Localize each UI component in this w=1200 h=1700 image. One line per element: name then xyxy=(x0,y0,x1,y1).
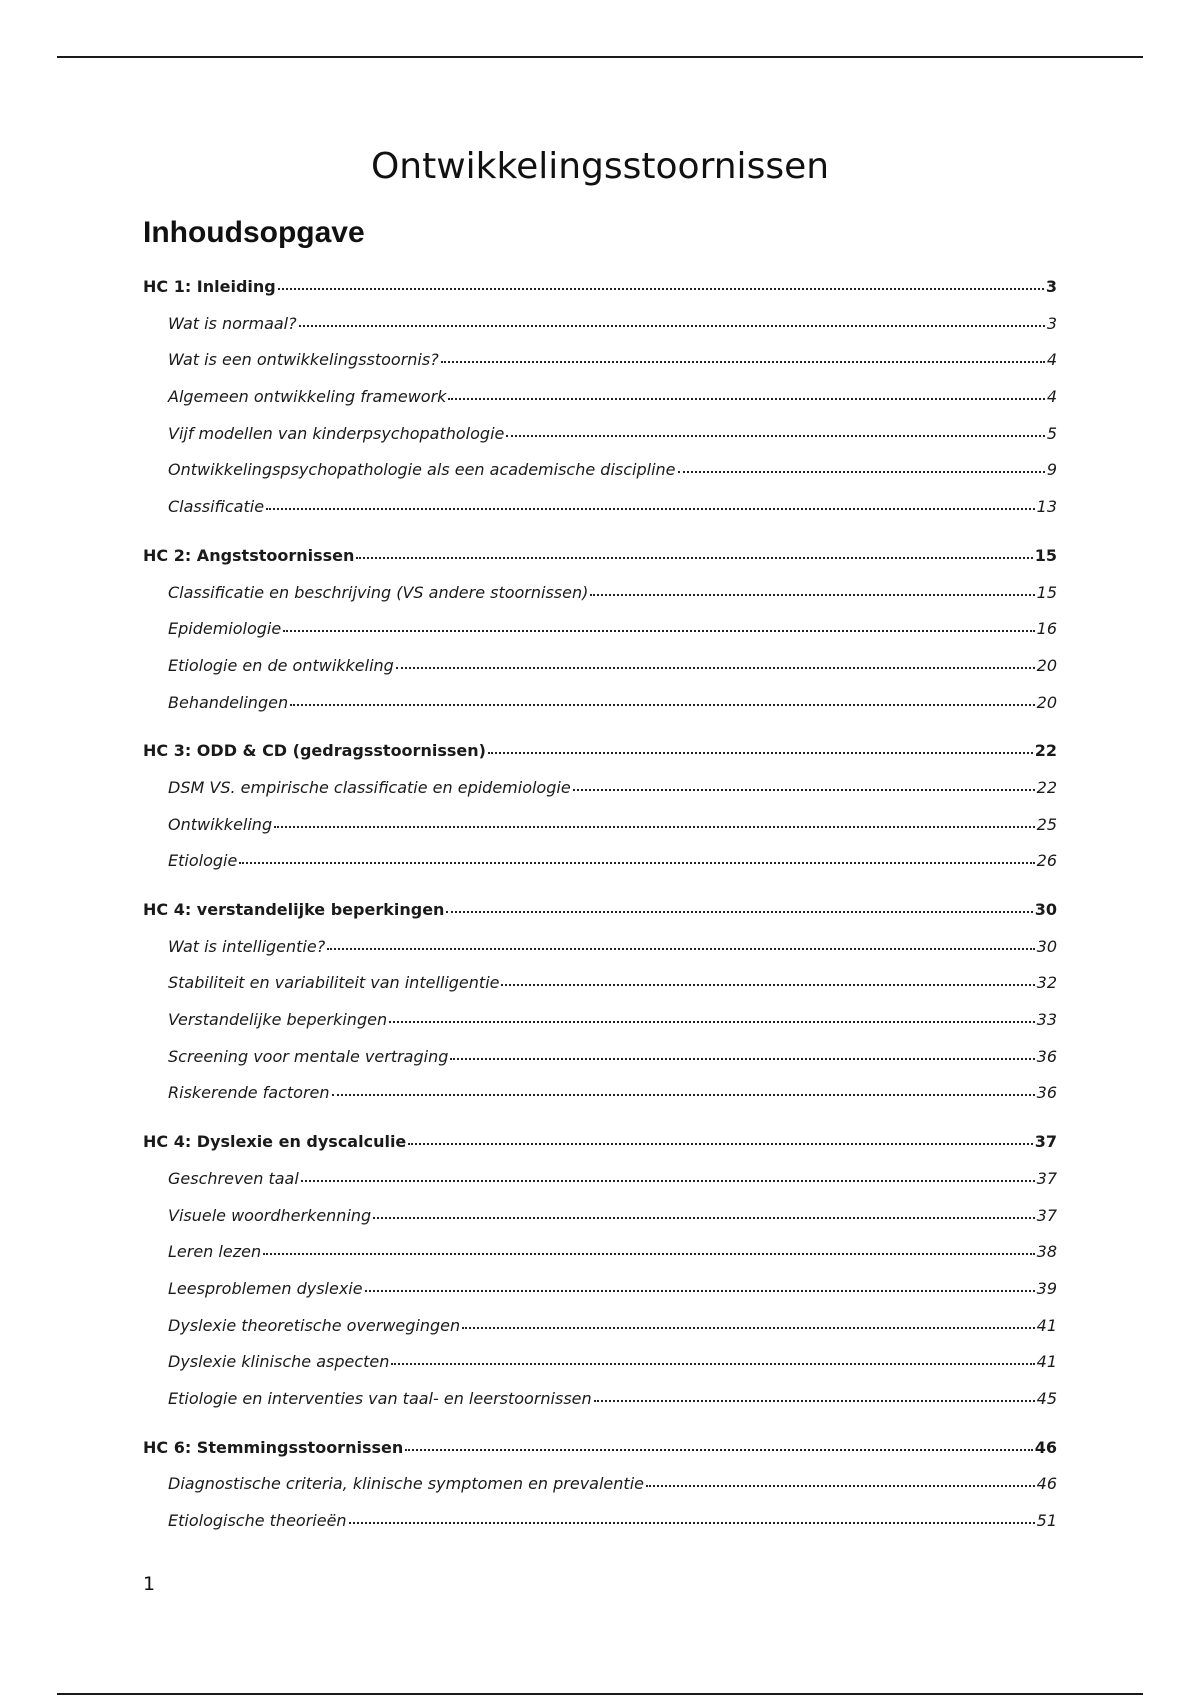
toc-entry-page: 20 xyxy=(1036,655,1057,675)
toc-section-entry[interactable] xyxy=(143,851,1057,888)
toc-entry-title: Epidemiologie xyxy=(168,619,282,639)
toc-entry-page: 30 xyxy=(1036,936,1057,956)
toc-section-entry[interactable] xyxy=(143,350,1057,387)
toc-entry-title: Verstandelijke beperkingen xyxy=(168,1010,388,1030)
page-number: 1 xyxy=(143,1573,156,1595)
toc-entry-page: 41 xyxy=(1036,1352,1057,1372)
toc-entry-title: Leesproblemen dyslexie xyxy=(168,1278,363,1298)
toc-entry-page: 39 xyxy=(1036,1278,1057,1298)
toc-dot-leader xyxy=(283,630,1034,632)
toc-entry-title: DSM VS. empirische classificatie en epidemiologie xyxy=(168,777,571,797)
toc-entry-title: Vijf modellen van kinderpsychopathologie xyxy=(168,423,505,443)
toc-entry-title: HC 4: Dyslexie en dyscalculie xyxy=(143,1132,407,1152)
table-of-contents xyxy=(143,277,1057,1560)
document-title: Ontwikkelingsstoornissen xyxy=(370,146,830,187)
toc-section-entry[interactable] xyxy=(143,619,1057,656)
toc-entry-page: 36 xyxy=(1036,1046,1057,1066)
header-rule xyxy=(57,56,1143,58)
toc-section-entry[interactable] xyxy=(143,1169,1057,1206)
toc-section-entry[interactable] xyxy=(143,1010,1057,1047)
toc-entry-page: 36 xyxy=(1036,1083,1057,1103)
toc-dot-leader xyxy=(462,1327,1035,1329)
toc-section-entry[interactable] xyxy=(143,1047,1057,1084)
toc-entry-page: 25 xyxy=(1036,814,1057,834)
toc-dot-leader xyxy=(278,288,1044,290)
toc-entry-page: 22 xyxy=(1036,777,1057,797)
toc-section-entry[interactable] xyxy=(143,973,1057,1010)
toc-dot-leader xyxy=(274,826,1035,828)
toc-dot-leader xyxy=(301,1180,1035,1182)
toc-entry-title: HC 3: ODD & CD (gedragsstoornissen) xyxy=(143,741,486,761)
toc-dot-leader xyxy=(488,752,1033,754)
toc-section-entry[interactable] xyxy=(143,1511,1057,1548)
toc-section-entry[interactable] xyxy=(143,1474,1057,1511)
toc-entry-page: 37 xyxy=(1036,1205,1057,1225)
toc-dot-leader xyxy=(450,1058,1034,1060)
toc-entry-page: 15 xyxy=(1036,582,1057,602)
toc-section-entry[interactable] xyxy=(143,693,1057,730)
toc-dot-leader xyxy=(506,435,1044,437)
toc-section-entry[interactable] xyxy=(143,387,1057,424)
toc-chapter-entry[interactable] xyxy=(143,546,1057,583)
toc-entry-page: 9 xyxy=(1046,460,1057,480)
toc-dot-leader xyxy=(678,471,1045,473)
toc-entry-page: 4 xyxy=(1046,387,1057,407)
toc-entry-page: 41 xyxy=(1036,1315,1057,1335)
toc-entry-page: 16 xyxy=(1036,619,1057,639)
toc-heading: Inhoudsopgave xyxy=(143,216,365,249)
toc-chapter-group xyxy=(143,900,1057,1120)
toc-chapter-entry[interactable] xyxy=(143,1132,1057,1169)
toc-entry-title: Etiologie xyxy=(168,851,238,871)
toc-dot-leader xyxy=(356,557,1032,559)
toc-dot-leader xyxy=(389,1021,1035,1023)
toc-entry-title: Wat is intelligentie? xyxy=(168,936,326,956)
toc-entry-page: 20 xyxy=(1036,692,1057,712)
toc-entry-page: 4 xyxy=(1046,350,1057,370)
toc-entry-title: Wat is een ontwikkelingsstoornis? xyxy=(168,350,439,370)
toc-dot-leader xyxy=(365,1290,1035,1292)
toc-entry-page: 37 xyxy=(1036,1168,1057,1188)
toc-entry-page: 3 xyxy=(1046,313,1057,333)
toc-dot-leader xyxy=(590,594,1034,596)
toc-entry-title: Etiologische theorieën xyxy=(168,1511,347,1530)
toc-dot-leader xyxy=(266,508,1035,510)
toc-section-entry[interactable] xyxy=(143,424,1057,461)
toc-dot-leader xyxy=(594,1400,1035,1402)
toc-dot-leader xyxy=(573,789,1035,791)
toc-section-entry[interactable] xyxy=(143,1242,1057,1279)
toc-dot-leader xyxy=(290,704,1035,706)
toc-chapter-entry[interactable] xyxy=(143,1438,1057,1475)
toc-entry-page: 26 xyxy=(1036,851,1057,871)
toc-entry-title: Etiologie en de ontwikkeling xyxy=(168,655,394,675)
toc-section-entry[interactable] xyxy=(143,1389,1057,1426)
toc-entry-title: Leren lezen xyxy=(168,1242,262,1262)
toc-entry-page: 46 xyxy=(1036,1474,1057,1494)
toc-dot-leader xyxy=(646,1485,1035,1487)
toc-section-entry[interactable] xyxy=(143,583,1057,620)
toc-section-entry[interactable] xyxy=(143,778,1057,815)
toc-entry-title: HC 1: Inleiding xyxy=(143,277,276,296)
toc-entry-page: 45 xyxy=(1036,1388,1057,1408)
toc-dot-leader xyxy=(405,1449,1033,1451)
toc-entry-title: HC 6: Stemmingsstoornissen xyxy=(143,1437,404,1457)
toc-entry-page: 38 xyxy=(1036,1242,1057,1262)
toc-dot-leader xyxy=(408,1143,1032,1145)
toc-section-entry[interactable] xyxy=(143,815,1057,852)
toc-entry-page: 5 xyxy=(1046,423,1057,443)
toc-entry-title: Classificatie en beschrijving (VS andere stoornissen) xyxy=(168,582,589,602)
toc-section-entry[interactable] xyxy=(143,1279,1057,1316)
toc-entry-title: Classificatie xyxy=(168,497,265,517)
toc-entry-page: 30 xyxy=(1034,900,1057,919)
toc-dot-leader xyxy=(299,325,1045,327)
toc-entry-title: Behandelingen xyxy=(168,692,289,712)
toc-section-entry[interactable] xyxy=(143,1316,1057,1353)
toc-entry-title: HC 2: Angststoornissen xyxy=(143,545,355,565)
toc-dot-leader xyxy=(349,1522,1035,1524)
toc-chapter-entry[interactable] xyxy=(143,900,1057,937)
toc-dot-leader xyxy=(332,1094,1035,1096)
toc-section-entry[interactable] xyxy=(143,497,1057,534)
toc-entry-title: Visuele woordherkenning xyxy=(168,1205,372,1225)
toc-entry-title: Diagnostische criteria, klinische symptomen en prevalentie xyxy=(168,1474,644,1494)
toc-entry-page: 51 xyxy=(1036,1511,1057,1530)
toc-entry-page: 33 xyxy=(1036,1010,1057,1030)
toc-entry-page: 37 xyxy=(1034,1132,1057,1152)
toc-entry-title: Algemeen ontwikkeling framework xyxy=(168,387,447,407)
toc-entry-title: Etiologie en interventies van taal- en leerstoornissen xyxy=(168,1388,592,1408)
toc-section-entry[interactable] xyxy=(143,1206,1057,1243)
toc-dot-leader xyxy=(391,1363,1034,1365)
toc-section-entry[interactable] xyxy=(143,314,1057,351)
toc-chapter-group xyxy=(143,1132,1057,1426)
toc-dot-leader xyxy=(373,1217,1034,1219)
toc-entry-title: Dyslexie theoretische overwegingen xyxy=(168,1315,461,1335)
toc-dot-leader xyxy=(396,667,1035,669)
toc-section-entry[interactable] xyxy=(143,937,1057,974)
toc-entry-title: Screening voor mentale vertraging xyxy=(168,1046,449,1066)
toc-dot-leader xyxy=(441,361,1045,363)
toc-section-entry[interactable] xyxy=(143,460,1057,497)
toc-entry-title: HC 4: verstandelijke beperkingen xyxy=(143,900,445,919)
toc-entry-page: 46 xyxy=(1034,1437,1057,1457)
toc-section-entry[interactable] xyxy=(143,656,1057,693)
toc-dot-leader xyxy=(239,862,1034,864)
toc-entry-page: 22 xyxy=(1034,741,1057,761)
toc-dot-leader xyxy=(446,911,1032,913)
toc-chapter-entry[interactable] xyxy=(143,277,1057,314)
toc-dot-leader xyxy=(327,948,1034,950)
toc-chapter-group xyxy=(143,1438,1057,1548)
toc-section-entry[interactable] xyxy=(143,1352,1057,1389)
toc-entry-title: Ontwikkeling xyxy=(168,814,273,834)
toc-entry-page: 13 xyxy=(1036,497,1057,517)
toc-dot-leader xyxy=(448,398,1044,400)
toc-entry-title: Riskerende factoren xyxy=(168,1083,330,1103)
toc-entry-title: Geschreven taal xyxy=(168,1168,299,1188)
toc-chapter-entry[interactable] xyxy=(143,741,1057,778)
toc-chapter-group xyxy=(143,741,1057,888)
toc-chapter-group xyxy=(143,546,1057,729)
toc-section-entry[interactable] xyxy=(143,1083,1057,1120)
toc-entry-title: Ontwikkelingspsychopathologie als een academische discipline xyxy=(168,460,676,480)
toc-entry-title: Wat is normaal? xyxy=(168,313,297,333)
toc-entry-page: 15 xyxy=(1034,545,1057,565)
footer-rule xyxy=(57,1693,1143,1695)
toc-entry-title: Dyslexie klinische aspecten xyxy=(168,1352,390,1372)
toc-entry-title: Stabiliteit en variabiliteit van intelligentie xyxy=(168,973,500,993)
toc-chapter-group xyxy=(143,277,1057,534)
toc-entry-page: 32 xyxy=(1036,973,1057,993)
toc-dot-leader xyxy=(501,984,1034,986)
toc-entry-page: 3 xyxy=(1045,277,1057,296)
toc-dot-leader xyxy=(263,1253,1035,1255)
